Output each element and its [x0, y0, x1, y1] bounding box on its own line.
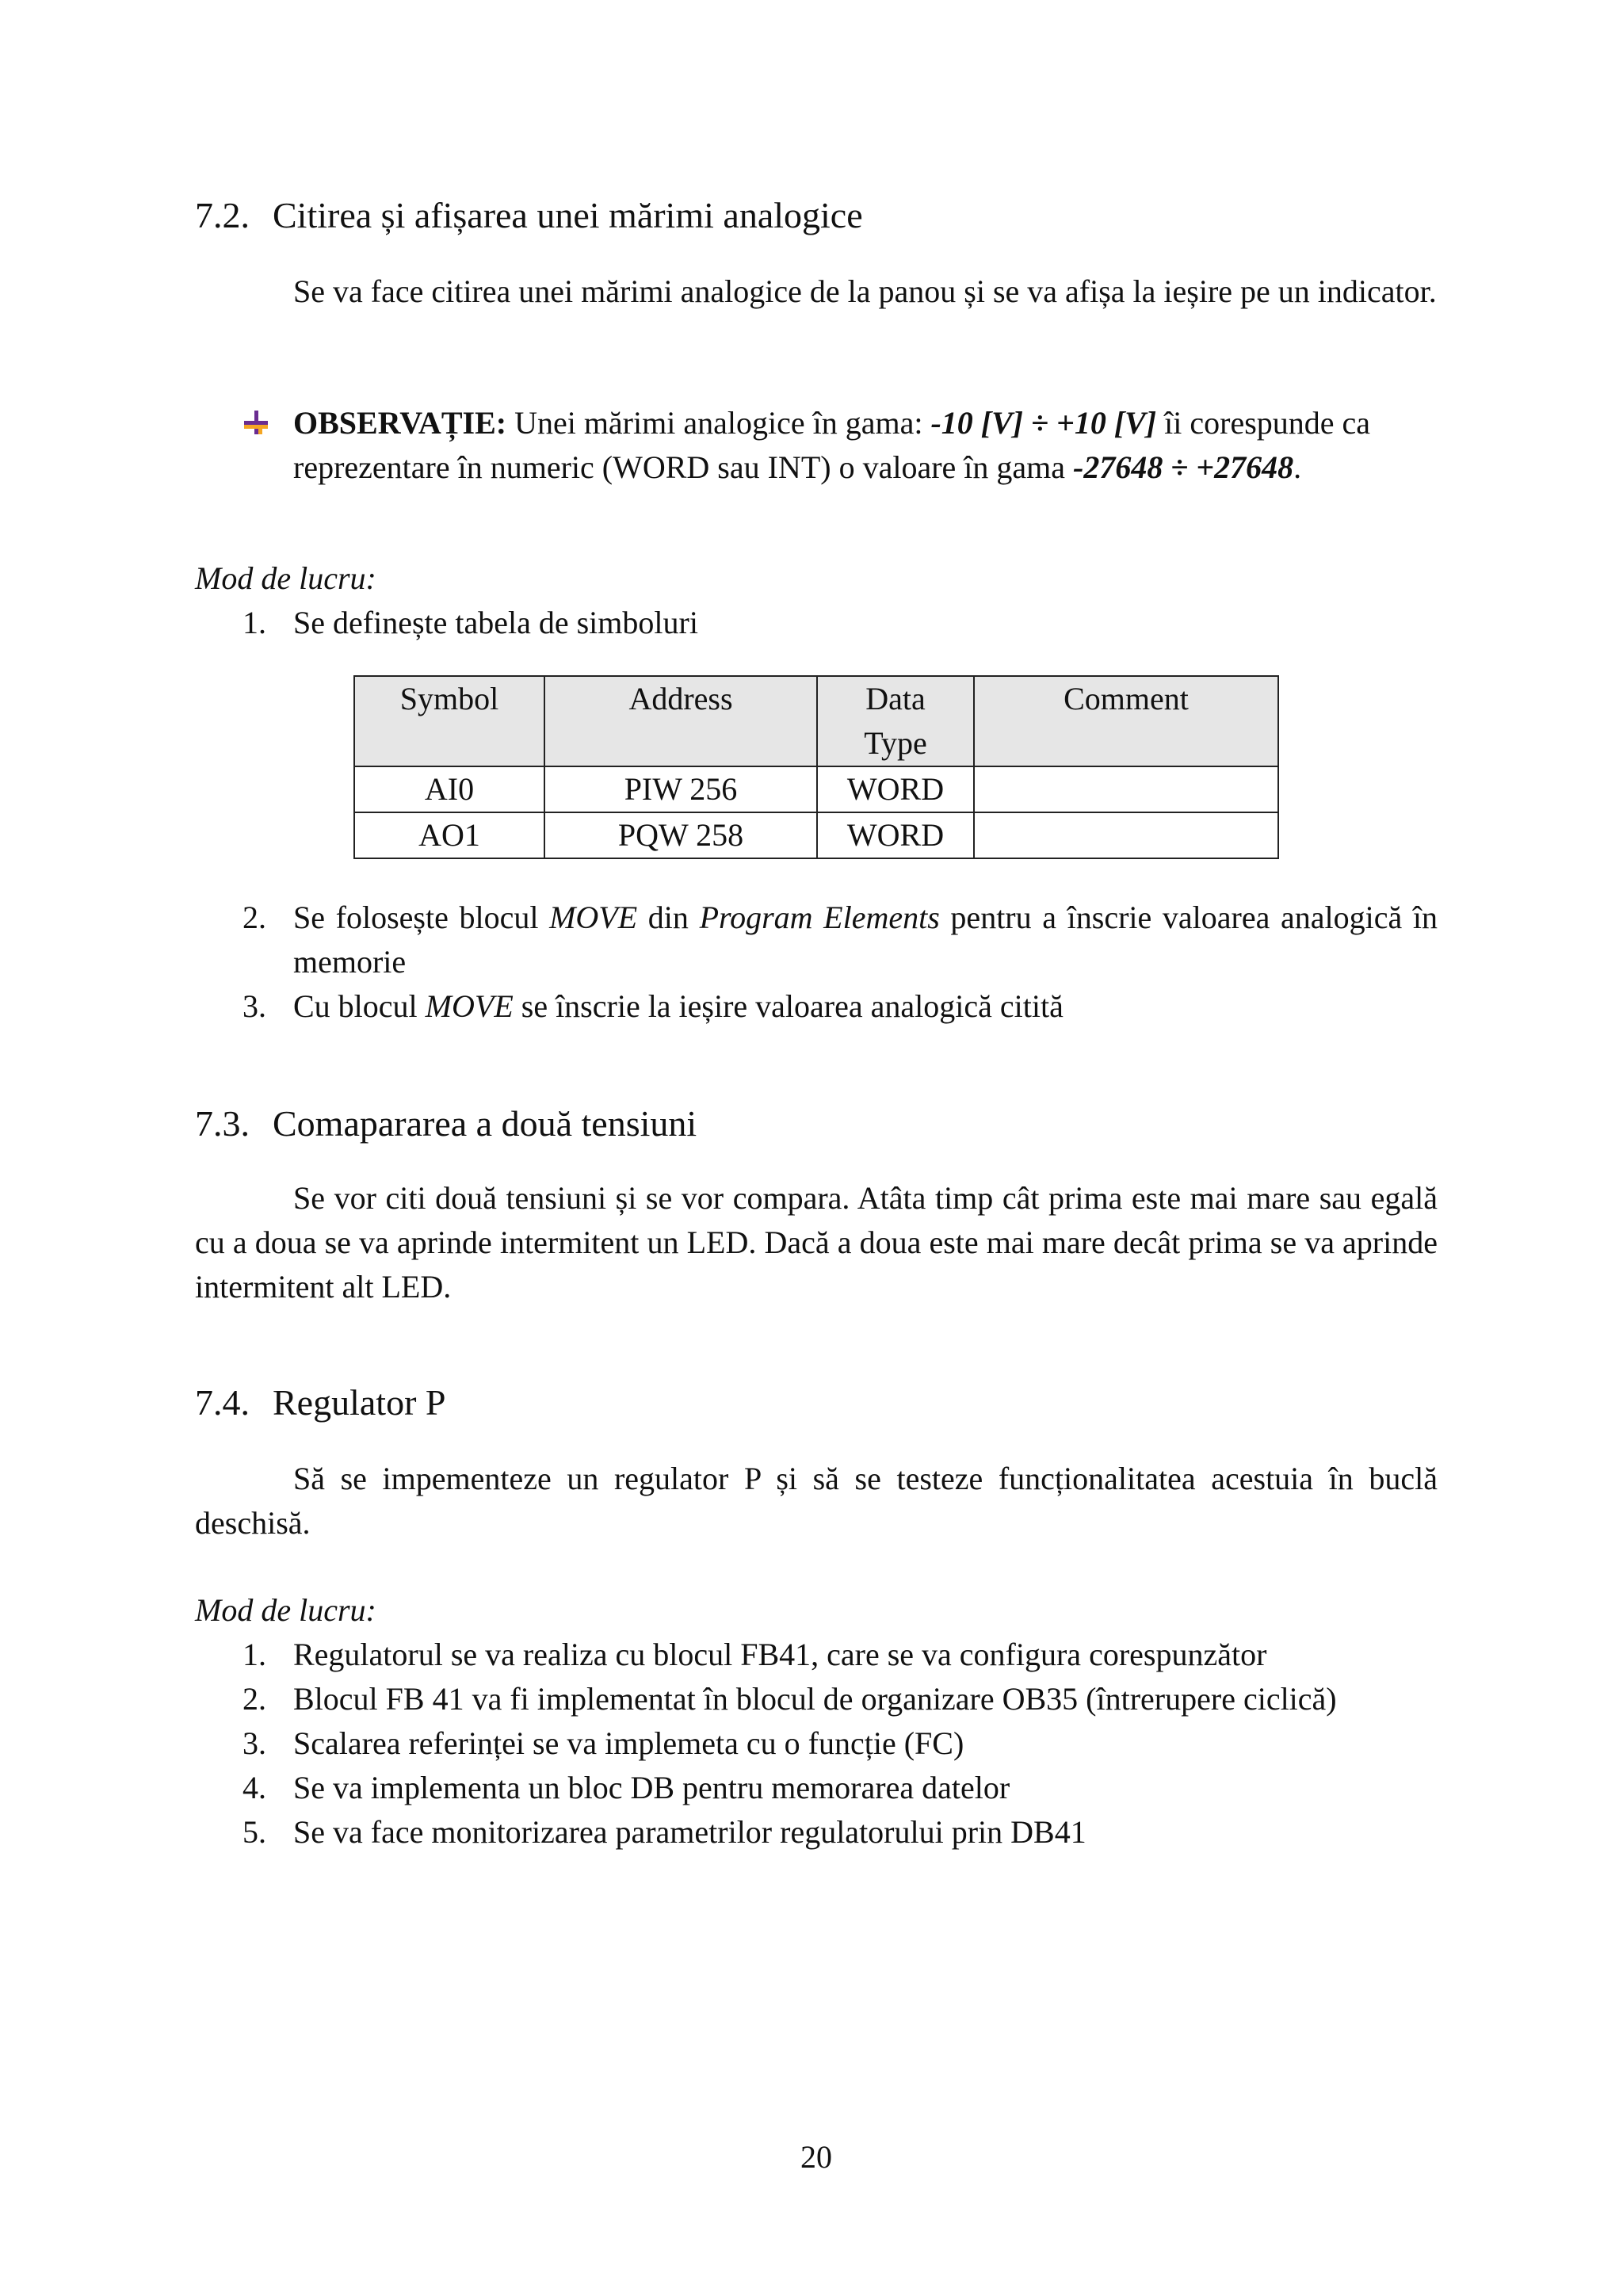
- symbol-table: [353, 675, 1279, 859]
- column-header-comment: Comment: [974, 676, 1278, 766]
- column-header-data-type: Data Type: [817, 676, 974, 766]
- list-item: 3. Cu blocul MOVE se înscrie la ieșire valoarea analogică citită: [242, 988, 1064, 1024]
- steps-list-7-4: [195, 1633, 1438, 1855]
- numeric-range: -27648 ÷ +27648: [1073, 449, 1294, 485]
- column-header-symbol: Symbol: [354, 676, 544, 766]
- voltage-range: -10 [V] ÷ +10 [V]: [930, 405, 1157, 441]
- table-row: AO1 PQW 258 WORD: [354, 812, 1278, 858]
- list-item: 5. Se va face monitorizarea parametrilor regulatorului prin DB41: [242, 1814, 1086, 1850]
- steps-list-7-2-b: [195, 896, 1438, 1029]
- section-title: Regulator P: [273, 1382, 446, 1423]
- steps-list-7-2-a: [195, 601, 1438, 645]
- section-number: 7.3.: [195, 1103, 250, 1144]
- section-number: 7.4.: [195, 1382, 250, 1423]
- section-heading-7-4: [195, 1381, 445, 1425]
- observation-note: [244, 401, 1438, 490]
- section-7-4-intro: Să se impementeze un regulator P și să se testeze funcționalitatea acestuia în buclă deschisă.: [195, 1461, 1438, 1541]
- section-heading-7-2: [195, 193, 863, 238]
- section-number: 7.2.: [195, 195, 250, 235]
- list-item: 1. Regulatorul se va realiza cu blocul FB41, care se va configura corespunzător: [242, 1637, 1267, 1672]
- list-item: 2. Blocul FB 41 va fi implementat în blocul de organizare OB35 (întrerupere ciclică): [242, 1681, 1337, 1717]
- column-header-address: Address: [544, 676, 817, 766]
- section-7-3-intro: Se vor citi două tensiuni și se vor compara. Atâta timp cât prima este mai mare sau egală cu a doua se va aprinde intermitent un LED. Dacă a doua este mai mare decât prima se va aprinde intermitent alt LED.: [195, 1180, 1438, 1305]
- list-item: 1. Se definește tabela de simboluri: [242, 605, 698, 640]
- table-header-row: [354, 676, 1278, 766]
- method-label-7-4: Mod de lucru:: [195, 1592, 376, 1628]
- section-title: Citirea și afișarea unei mărimi analogice: [273, 195, 863, 235]
- list-item: 4. Se va implementa un bloc DB pentru memorarea datelor: [242, 1770, 1010, 1805]
- observation-label: OBSERVAȚIE:: [293, 405, 507, 441]
- table-row: AI0 PIW 256 WORD: [354, 766, 1278, 812]
- section-7-2-intro: Se va face citirea unei mărimi analogice de la panou și se va afișa la ieșire pe un indicator.: [293, 273, 1437, 309]
- method-label-7-2: Mod de lucru:: [195, 560, 376, 596]
- list-item: 3. Scalarea referinței se va implemeta cu o funcție (FC): [242, 1725, 964, 1761]
- pin-marker-icon: [244, 411, 268, 434]
- page-number: 20: [800, 2139, 832, 2175]
- observation-text: OBSERVAȚIE: Unei mărimi analogice în gama: -10 [V] ÷ +10 [V] îi corespunde ca reprezentare în numeric (WORD sau INT) o valoare în gama -27648 ÷ +27648.: [293, 405, 1371, 485]
- list-item: 2. Se folosește blocul MOVE din Program Elements pentru a înscrie valoarea analogică în memorie: [242, 900, 1438, 980]
- section-heading-7-3: [195, 1102, 697, 1146]
- section-title: Comapararea a două tensiuni: [273, 1103, 697, 1144]
- document-page: [195, 0, 1438, 2296]
